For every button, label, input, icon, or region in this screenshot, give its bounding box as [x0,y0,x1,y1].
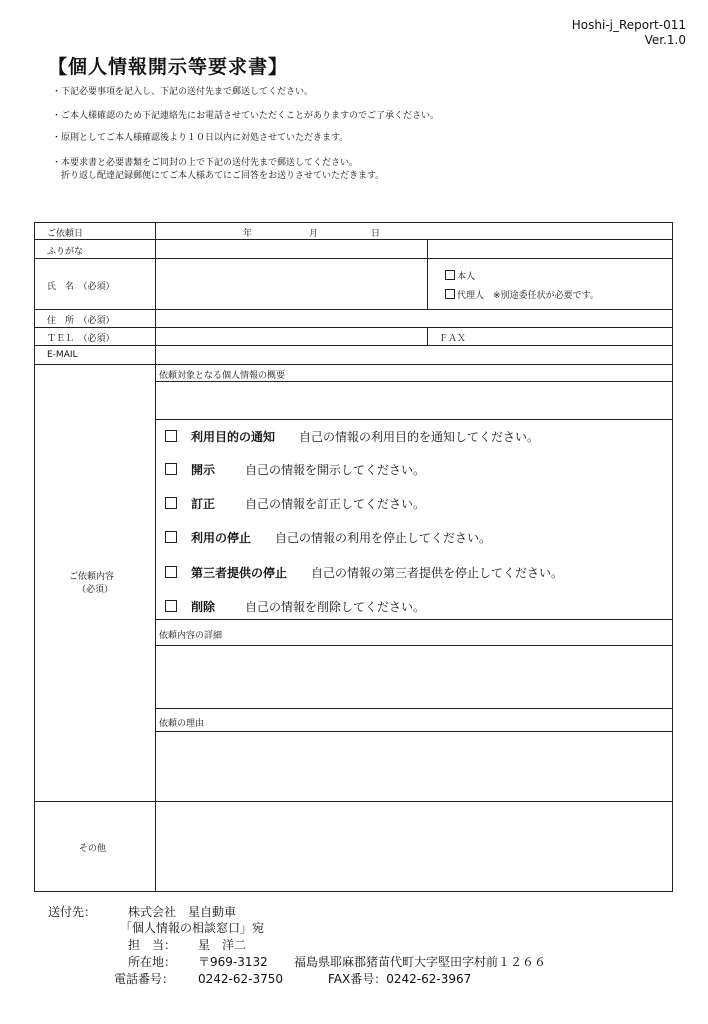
content-required-label: （必須） [77,585,114,595]
reason-label: 依頼の理由 [159,719,205,729]
row-divider [155,381,672,382]
option-name: 利用の停止 [191,531,252,545]
option-name: 訂正 [191,497,216,511]
option-correction[interactable] [165,495,425,512]
option-name: 第三者提供の停止 [191,566,288,580]
option-stop-use[interactable] [165,529,491,546]
document-id [572,18,686,48]
checkbox-icon [445,289,455,299]
agent-note: ※別途委任状が必要です。 [493,291,599,301]
tel-label: ＴＥＬ （必須） [47,334,115,344]
row-divider [35,345,672,346]
option-desc: 自己の情報を開示してください。 [245,463,426,477]
row-divider [35,309,672,310]
note-item: ・原則としてご本人様確認後より１０日以内に対処させていただきます。 [52,133,349,143]
self-option-label: 本人 [457,272,476,282]
fax-label: ＦＡＸ [439,334,467,344]
option-desc: 自己の情報を削除してください。 [245,600,426,614]
row-divider [155,645,672,646]
checkbox-icon [165,600,177,612]
row-divider [35,801,672,802]
fax-number: FAX番号：0242-62-3967 [328,972,472,986]
row-divider [155,731,672,732]
row-divider [35,327,672,328]
option-desc: 自己の情報の第三者提供を停止してください。 [311,566,564,580]
detail-label: 依頼内容の詳細 [159,631,223,641]
checkbox-icon [445,270,455,280]
option-purpose-notice[interactable] [165,428,539,445]
person-label: 担 当： [128,938,177,952]
option-stop-third-party[interactable] [165,564,563,581]
email-label: E-MAIL [47,350,78,360]
checkbox-icon [165,566,177,578]
row-divider [155,708,672,709]
postal-code: 〒969-3132 [198,955,268,969]
column-divider [155,223,156,891]
version-text: Ver.1.0 [644,33,686,47]
checkbox-icon [165,430,177,442]
row-divider [35,239,672,240]
column-divider [427,258,428,309]
row-divider [35,364,672,365]
content-label: ご依頼内容 [69,572,115,582]
furigana-label: ふりがな [47,247,84,257]
note-item: ・本要求書と必要書類をご同封の上で下記の送付先まで郵送してください。 [52,158,359,168]
address-label: 所在地： [128,955,177,969]
row-divider [155,619,672,620]
option-desc: 自己の情報の利用を停止してください。 [275,531,492,545]
other-label: その他 [79,844,107,854]
note-item: 折り返し配達記録郵便にてご本人様あてにご回答をお送りさせていただきます。 [52,171,385,181]
row-divider [35,258,672,259]
column-divider [427,239,428,258]
checkbox-icon [165,531,177,543]
note-item: ・下記必要事項を記入し、下記の送付先まで郵送してください。 [52,87,314,97]
send-to-label: 送付先： [48,905,97,919]
person-name: 星 洋二 [198,938,247,952]
doc-id-text: Hoshi-j_Report-011 [571,18,686,32]
desk-name: 「個人情報の相談窓口」宛 [120,921,265,935]
checkbox-icon [165,497,177,509]
option-name: 削除 [191,600,216,614]
option-desc: 自己の情報を訂正してください。 [245,497,426,511]
request-date-label: ご依頼日 [47,229,84,239]
option-name: 開示 [191,463,216,477]
date-day: 日 [371,229,381,239]
tel-number: 0242-62-3750 [198,972,284,986]
company-name: 株式会社 星自動車 [128,905,237,919]
option-deletion[interactable] [165,598,425,615]
address-text: 福島県耶麻郡猪苗代町大字堅田字村前１２６６ [294,955,547,969]
checkbox-icon [165,463,177,475]
option-desc: 自己の情報の利用目的を通知してください。 [299,430,540,444]
name-label: 氏 名 （必須） [47,282,115,292]
row-divider [155,419,672,420]
address-label: 住 所 （必須） [47,316,115,326]
request-form [34,222,673,892]
column-divider [427,327,428,345]
option-name: 利用目的の通知 [191,430,276,444]
date-year: 年 [243,229,253,239]
page-title: 【個人情報開示等要求書】 [48,56,289,78]
note-item: ・ご本人様確認のため下記連絡先にお電話させていただくことがありますのでご了承ください。 [52,111,440,121]
tel-label: 電話番号： [114,972,175,986]
self-checkbox[interactable] [445,269,475,282]
option-disclosure[interactable] [165,461,425,478]
summary-label: 依頼対象となる個人情報の概要 [159,371,286,381]
agent-option-label: 代理人 [457,291,485,301]
date-month: 月 [309,229,319,239]
agent-checkbox[interactable] [445,288,599,301]
